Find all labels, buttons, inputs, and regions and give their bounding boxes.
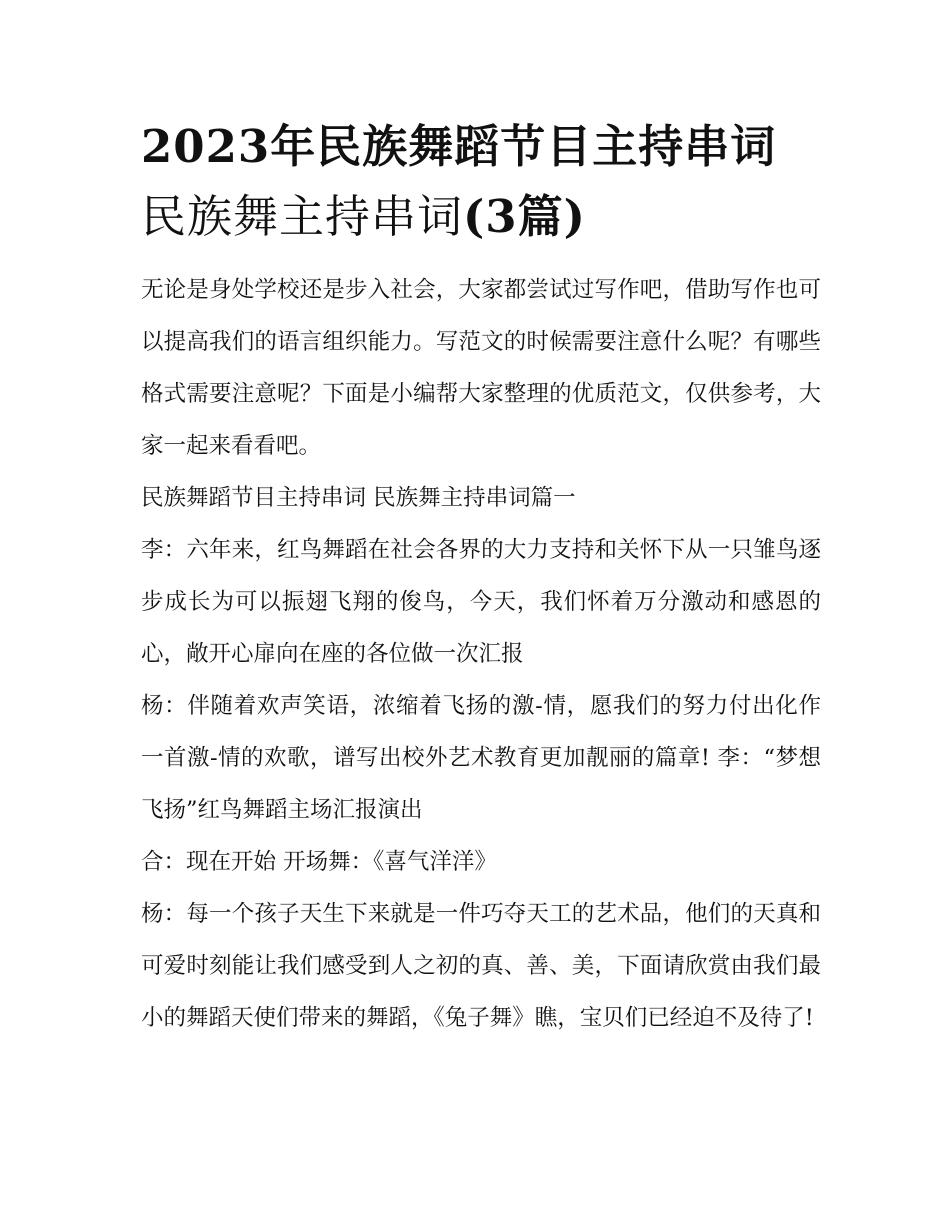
section-heading: 民族舞蹈节目主持串词 民族舞主持串词篇一 (141, 485, 576, 511)
title-line-1: 2023年民族舞蹈节目主持串词 (141, 120, 777, 173)
title-line-2 (141, 182, 821, 252)
document-title (141, 112, 821, 252)
dialogue-paragraph-4: 杨：每一个孩子天生下来就是一件巧夺天工的艺术品，他们的天真和可爱时刻能让我们感受到人之初的真、善、美，下面请欣赏由我们最小的舞蹈天使们带来的舞蹈，《兔子舞》瞧，宝贝们已经迫不及待了! (141, 901, 821, 1031)
title-line-2-main: 民族舞主持串词 (141, 190, 464, 243)
dialogue-paragraph-1: 李：六年来，红鸟舞蹈在社会各界的大力支持和关怀下从一只雏鸟逐步成长为可以振翅飞翔的俊鸟，今天，我们怀着万分激动和感恩的心，敞开心扉向在座的各位做一次汇报 (141, 537, 821, 667)
dialogue-paragraph-2: 杨：伴随着欢声笑语，浓缩着飞扬的激-情，愿我们的努力付出化作一首激-情的欢歌，谱写出校外艺术教育更加靓丽的篇章! 李：“梦想飞扬”红鸟舞蹈主场汇报演出 (141, 693, 821, 823)
dialogue-paragraph-3: 合：现在开始 开场舞：《喜气洋洋》 (141, 849, 497, 875)
document-body (141, 264, 821, 1044)
intro-paragraph: 无论是身处学校还是步入社会，大家都尝试过写作吧，借助写作也可以提高我们的语言组织能力。写范文的时候需要注意什么呢？有哪些格式需要注意呢？下面是小编帮大家整理的优质范文，仅供参考，大家一起来看看吧。 (141, 277, 821, 459)
document-page (141, 112, 821, 1044)
title-line-2-suffix: (3篇) (463, 190, 586, 243)
